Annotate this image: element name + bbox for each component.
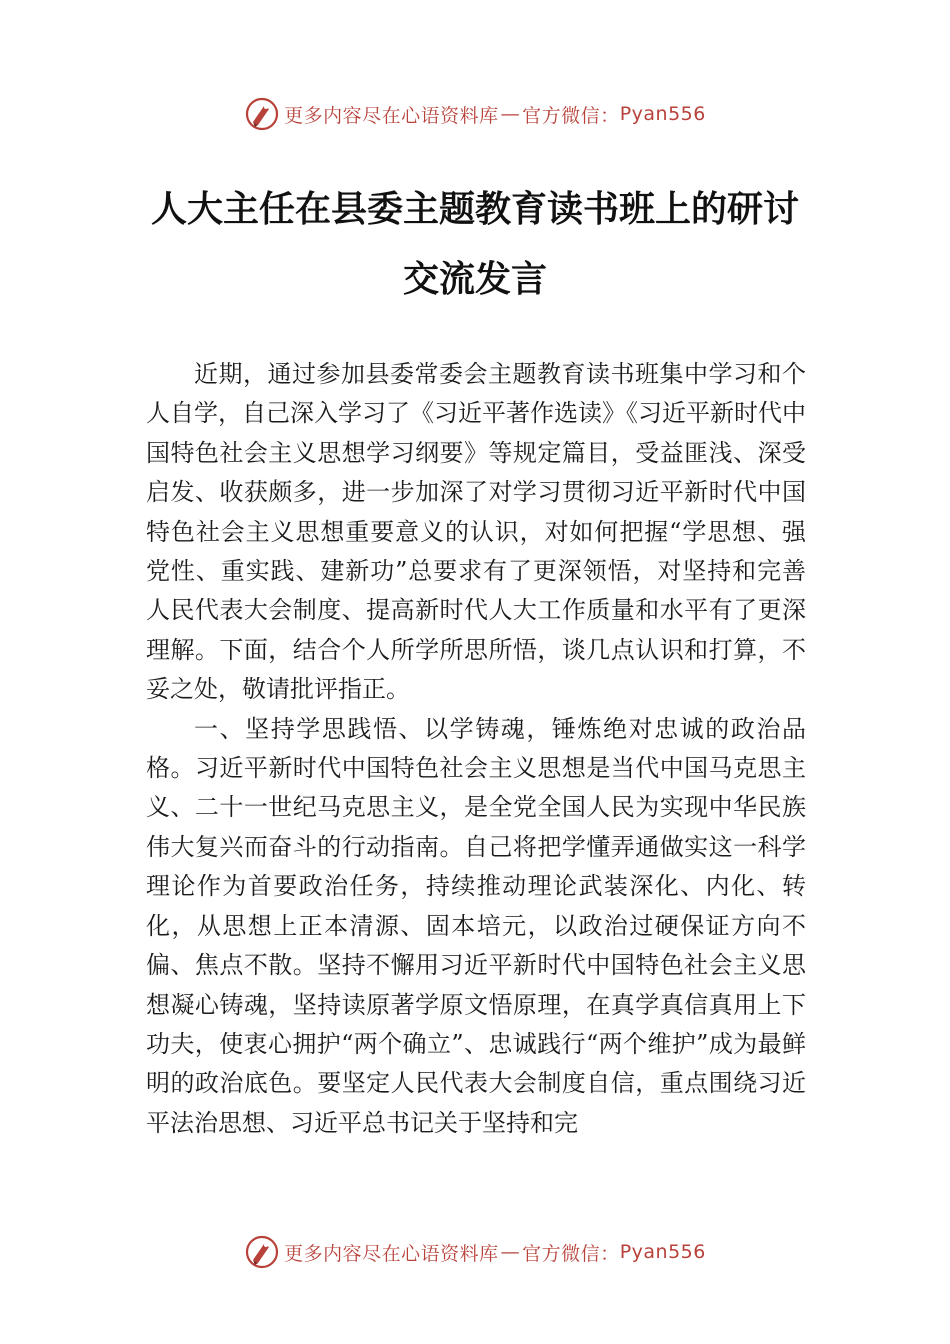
section1-body: 习近平新时代中国特色社会主义思想是当代中国马克思主义、二十一世纪马克思主义，是全党全国人民为实现中华民族伟大复兴而奋斗的行动指南。自己将把学懂弄通做实这一科学理论作为首要政治任务，持续推动理论武装深化、内化、转化，从思想上正本清源、固本培元，以政治过硬保证方向不偏、焦点不散。坚持不懈用习近平新时代中国特色社会主义思想凝心铸魂，坚持读原著学原文悟原理，在真学真信真用上下功夫，使衷心拥护“两个确立”、忠诚践行“两个维护”成为最鲜明的政治底色。要坚定人民代表大会制度自信，重点围绕习近平法治思想、习近平总书记关于坚持和完 bbox=[146, 754, 807, 1137]
watermark-wechat-account: Pyan556 bbox=[619, 103, 706, 125]
watermark-separator: — bbox=[500, 1241, 521, 1263]
document-body bbox=[146, 355, 806, 1143]
watermark-banner-bottom bbox=[0, 1232, 950, 1272]
paragraph-section1 bbox=[146, 710, 806, 1143]
document-title-line1: 人大主任在县委主题教育读书班上的研讨 bbox=[150, 189, 799, 230]
paragraph-intro: 近期，通过参加县委常委会主题教育读书班集中学习和个人自学，自己深入学习了《习近平著作选读》《习近平新时代中国特色社会主义思想学习纲要》等规定篇目，受益匪浅、深受启发、收获颇多，进一步加深了对学习贯彻习近平新时代中国特色社会主义思想重要意义的认识，对如何把握“学思想、强党性、重实践、建新功”总要求有了更深领悟，对坚持和完善人民代表大会制度、提高新时代人大工作质量和水平有了更深理解。下面，结合个人所学所思所悟，谈几点认识和打算，不妥之处，敬请批评指正。 bbox=[146, 360, 806, 704]
watermark-text: 更多内容尽在心语资料库 bbox=[284, 104, 499, 127]
pen-logo-icon bbox=[244, 1234, 280, 1270]
watermark-separator: — bbox=[500, 103, 521, 125]
watermark-text: 更多内容尽在心语资料库 bbox=[284, 1242, 499, 1265]
watermark-wechat-label: 官方微信： bbox=[522, 1242, 620, 1265]
section1-heading: 一、坚持学思践悟、以学铸魂，锤炼绝对忠诚的政治品格。 bbox=[146, 714, 806, 783]
watermark-banner-top bbox=[0, 94, 950, 134]
pen-logo-icon bbox=[244, 96, 280, 132]
watermark-wechat-account: Pyan556 bbox=[619, 1241, 706, 1263]
watermark-wechat-label: 官方微信： bbox=[522, 104, 620, 127]
document-title-line2: 交流发言 bbox=[402, 259, 547, 300]
